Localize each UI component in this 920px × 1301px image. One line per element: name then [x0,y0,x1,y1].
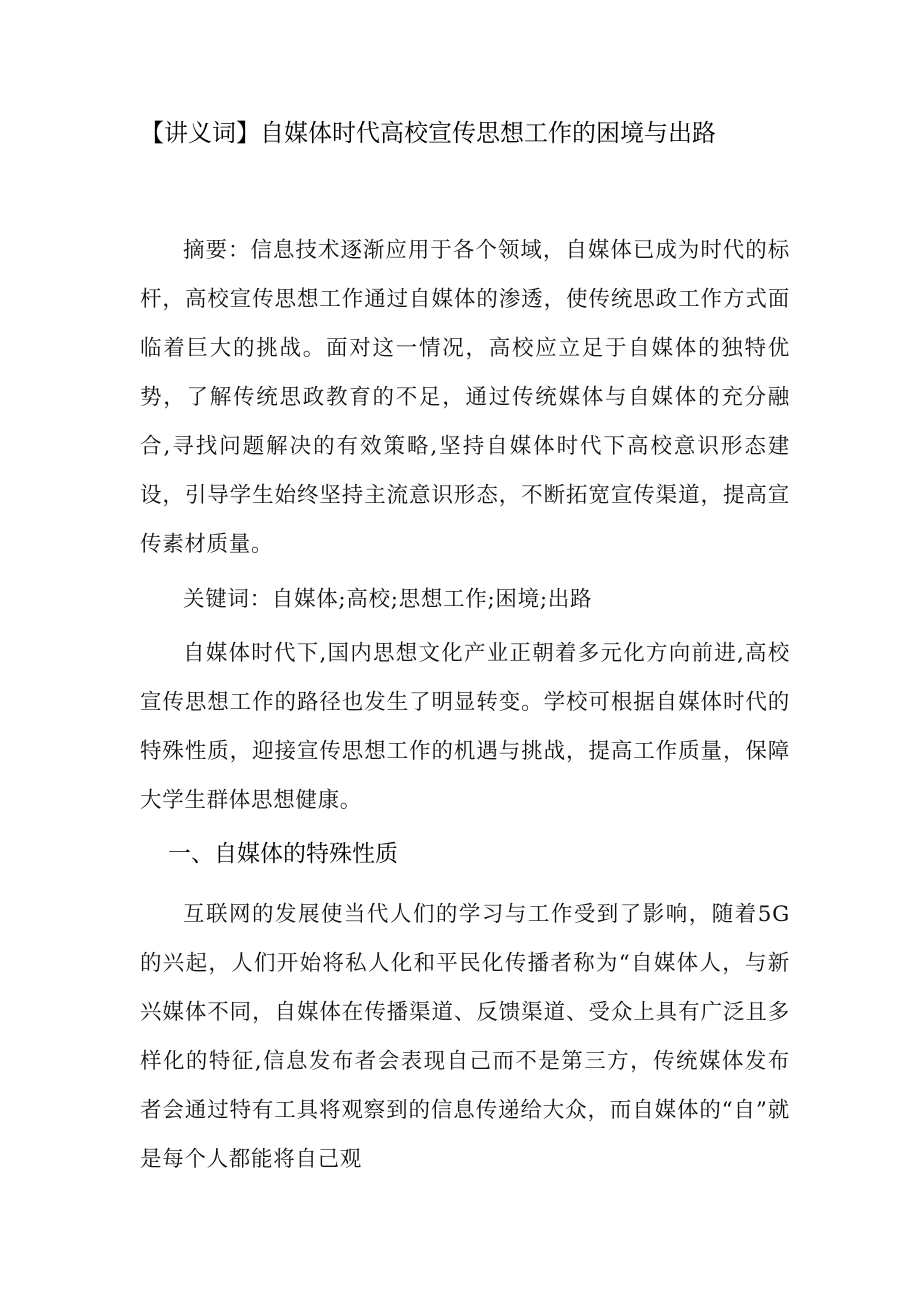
section-body-paragraph: 互联网的发展使当代人们的学习与工作受到了影响，随着5G的兴起，人们开始将私人化和平民化传播者称为“自媒体人，与新兴媒体不同，自媒体在传播渠道、反馈渠道、受众上具有广泛且多样化的特征,信息发布者会表现自己而不是第三方，传统媒体发布者会通过特有工具将观察到的信息传递给大众，而自媒体的“自”就是每个人都能将自己观 [140,902,790,1172]
intro-paragraph: 自媒体时代下,国内思想文化产业正朝着多元化方向前进,高校宣传思想工作的路径也发生了明显转变。学校可根据自媒体时代的特殊性质，迎接宣传思想工作的机遇与挑战，提高工作质量，保障大学生群体思想健康。 [140,641,790,813]
document-title: 【讲义词】自媒体时代高校宣传思想工作的困境与出路 [140,119,716,147]
keywords-paragraph: 关键词：自媒体;高校;思想工作;困境;出路 [183,587,593,612]
abstract-paragraph: 摘要：信息技术逐渐应用于各个领域，自媒体已成为时代的标杆，高校宣传思想工作通过自媒体的渗透，使传统思政工作方式面临着巨大的挑战。面对这一情况，高校应立足于自媒体的独特优势，了解传统思政教育的不足，通过传统媒体与自媒体的充分融合,寻找问题解决的有效策略,坚持自媒体时代下高校意识形态建设，引导学生始终坚持主流意识形态，不断拓宽宣传渠道，提高宣传素材质量。 [140,238,790,557]
section-heading: 一、自媒体的特殊性质 [168,841,398,867]
